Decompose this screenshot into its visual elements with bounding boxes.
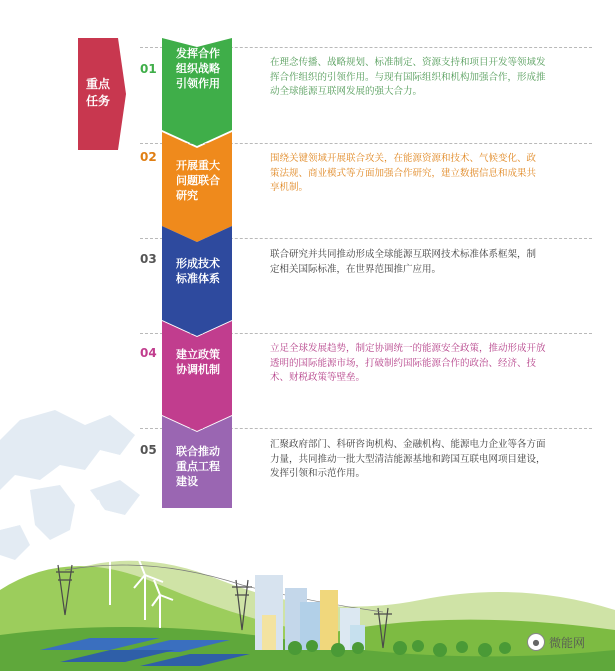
watermark-text: 微能网 — [549, 635, 586, 650]
task-description — [270, 152, 585, 196]
task-description-line: 汇聚政府部门、科研咨询机构、金融机构、能源电力企业等各方面 — [270, 439, 546, 450]
key-tasks-label-line-1: 重点 — [85, 77, 110, 91]
task-description-line: 享机制。 — [270, 182, 309, 193]
energy-landscape-illustration — [0, 380, 615, 671]
task-title-line: 组织战略 — [176, 62, 220, 75]
task-description-line: 透明的国际能源市场，打破制约国际能源合作的政治、经济、技 — [270, 357, 537, 369]
task-title-line: 建立政策 — [176, 348, 220, 361]
task-title-line: 标准体系 — [176, 272, 220, 285]
task-description-line: 定相关国际标准，在世界范围推广应用。 — [270, 263, 442, 275]
key-tasks-label-line-2: 任务 — [85, 94, 110, 108]
task-description — [270, 248, 585, 277]
task-title-line: 重点工程 — [176, 460, 220, 473]
wechat-icon: ● — [527, 633, 545, 651]
task-description-line: 动全球能源互联网发展的强大合力。 — [270, 86, 423, 97]
task-title-line: 形成技术 — [176, 257, 220, 270]
city-skyline — [255, 575, 365, 650]
task-title — [176, 347, 232, 377]
task-description-line: 挥合作组织的引领作用。与现有国际组织和机构加强合作，形成推 — [270, 71, 546, 83]
task-title-line: 发挥合作 — [176, 47, 220, 60]
key-tasks-tag — [78, 38, 126, 150]
task-title-line: 开展重大 — [176, 159, 220, 172]
watermark — [527, 633, 585, 651]
task-number: 01 — [140, 62, 157, 76]
task-title-line: 联合推动 — [176, 445, 220, 458]
task-title-line: 引领作用 — [176, 77, 220, 90]
task-title-line: 协调机制 — [176, 363, 220, 376]
task-number: 04 — [140, 346, 157, 360]
task-description-line: 立足全球发展趋势，制定协调统一的能源安全政策，推动形成开放 — [270, 343, 546, 354]
task-number: 03 — [140, 252, 157, 266]
key-tasks-label — [78, 76, 118, 110]
task-description-line: 围绕关键领域开展联合攻关，在能源资源和技术、气候变化、政 — [270, 153, 537, 164]
task-description-line: 术、财税政策等壁垒。 — [270, 372, 366, 383]
task-title-line: 研究 — [176, 189, 198, 202]
task-description — [270, 342, 585, 386]
task-title — [176, 46, 232, 91]
world-map-silhouette — [0, 410, 140, 560]
task-title — [176, 256, 232, 286]
task-description-line: 策法规、商业模式等方面加强合作研究，建立数据信息和成果共 — [270, 167, 537, 179]
task-title-line: 问题联合 — [176, 174, 220, 187]
task-title — [176, 158, 232, 203]
task-description-line: 发挥引领和示范作用。 — [270, 468, 366, 479]
task-description-line: 联合研究并共同推动形成全球能源互联网技术标准体系框架，制 — [270, 249, 537, 260]
task-number: 02 — [140, 150, 157, 164]
task-description — [270, 56, 585, 100]
task-description-line: 在理念传播、战略规划、标准制定、资源支持和项目开发等领域发 — [270, 57, 546, 68]
task-chevron — [162, 226, 232, 336]
task-description-line: 力量，共同推动一批大型清洁能源基地和跨国互联电网项目建设， — [270, 453, 546, 465]
task-title-line: 建设 — [176, 475, 198, 488]
task-number: 05 — [140, 443, 157, 457]
task-chevron — [162, 38, 232, 146]
